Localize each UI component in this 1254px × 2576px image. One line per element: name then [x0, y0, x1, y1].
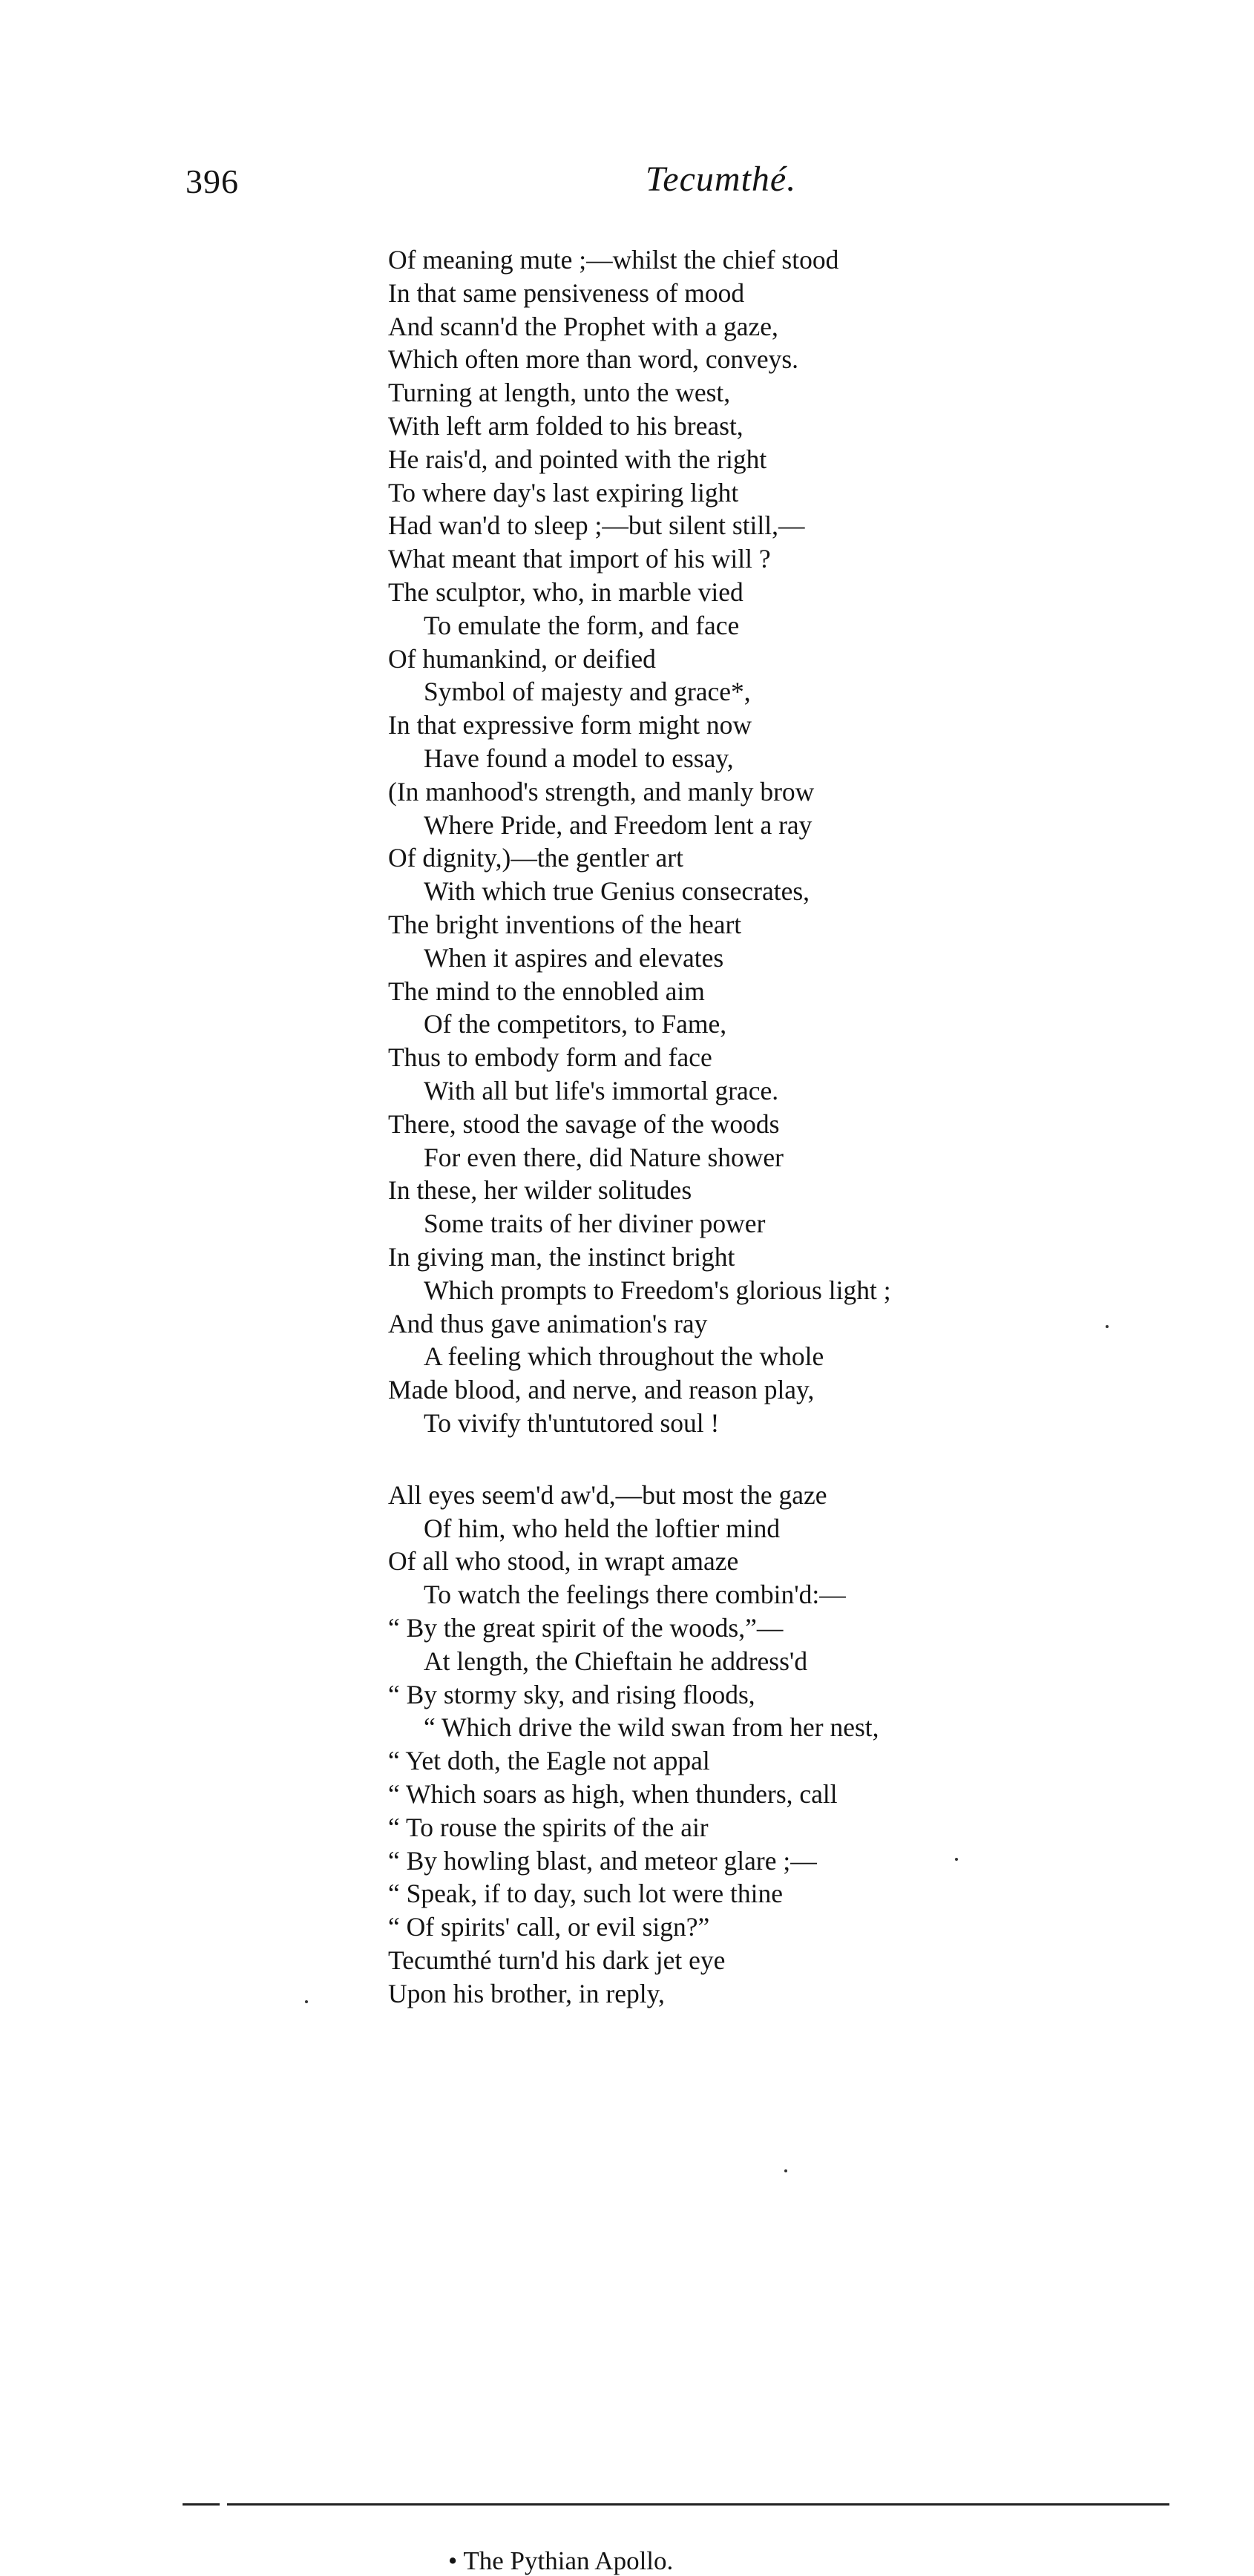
poem-line: At length, the Chieftain he address'd [424, 1646, 808, 1676]
poem-line: Of dignity,)—the gentler art [388, 843, 683, 873]
poem-line: To where day's last expiring light [388, 477, 739, 507]
poem-line: “ By stormy sky, and rising floods, [388, 1679, 755, 1709]
poem-line: Of the competitors, to Fame, [424, 1009, 727, 1039]
stray-mark [784, 2169, 787, 2172]
footnote: • The Pythian Apollo. [448, 2546, 674, 2575]
poem-line: “ To rouse the spirits of the air [388, 1812, 709, 1842]
poem-line: All eyes seem'd aw'd,—but most the gaze [388, 1479, 827, 1510]
page-number: 396 [186, 162, 239, 200]
poem-line: To emulate the form, and face [424, 610, 740, 640]
running-title: Tecumthé. [646, 160, 797, 199]
poem-line: Tecumthé turn'd his dark jet eye [388, 1945, 726, 1975]
poem-line: There, stood the savage of the woods [388, 1108, 780, 1139]
poem-line: Of him, who held the loftier mind [424, 1513, 781, 1543]
poem-line: He rais'd, and pointed with the right [388, 444, 767, 474]
poem-line: Symbol of majesty and grace*, [424, 677, 751, 707]
poem-line: When it aspires and elevates [424, 942, 724, 973]
poem-line: A feeling which throughout the whole [424, 1341, 824, 1372]
poem-line: Had wan'd to sleep ;—but silent still,— [388, 510, 805, 541]
poem-line: In that same pensiveness of mood [388, 277, 745, 308]
stray-mark [305, 2000, 308, 2003]
poem-line: And thus gave animation's ray [388, 1308, 708, 1338]
poem-line: Which often more than word, conveys. [388, 344, 799, 375]
poem-line: To vivify th'untutored soul ! [424, 1408, 720, 1438]
poem-line: Of meaning mute ;—whilst the chief stood [388, 245, 839, 275]
poem-line: “ Yet doth, the Eagle not appal [388, 1746, 710, 1776]
poem-line: “ By howling blast, and meteor glare ;— [388, 1845, 817, 1876]
poem-line: Upon his brother, in reply, [388, 1978, 665, 2008]
poem-line: Of all who stood, in wrapt amaze [388, 1546, 739, 1577]
poem-line: And scann'd the Prophet with a gaze, [388, 311, 778, 341]
poem-line: “ By the great spirit of the woods,”— [388, 1613, 784, 1643]
poem-line: With which true Genius consecrates, [424, 876, 810, 907]
poem-line: Where Pride, and Freedom lent a ray [424, 809, 813, 840]
poem-line: Some traits of her diviner power [424, 1209, 766, 1239]
poem-line: The bright inventions of the heart [388, 910, 742, 939]
poem-line: Which prompts to Freedom's glorious light ; [424, 1275, 891, 1305]
poem-line: With all but life's immortal grace. [424, 1076, 779, 1105]
poem-line: The mind to the ennobled aim [388, 976, 705, 1006]
poem-line: What meant that import of his will ? [388, 544, 771, 574]
poem-line: Turning at length, unto the west, [388, 378, 731, 408]
stray-mark [1106, 1325, 1109, 1328]
poem-line: (In manhood's strength, and manly brow [388, 776, 815, 806]
poem-line: Made blood, and nerve, and reason play, [388, 1375, 815, 1405]
poem-line: In that expressive form might now [388, 710, 752, 740]
poem-line: Thus to embody form and face [388, 1042, 712, 1073]
poem-line: The sculptor, who, in marble vied [388, 577, 743, 607]
poem-line: In these, her wilder solitudes [388, 1175, 692, 1206]
poem-line: To watch the feelings there combin'd:— [424, 1580, 846, 1610]
poem-line: “ Which soars as high, when thunders, call [388, 1779, 838, 1809]
poem-line: In giving man, the instinct bright [388, 1242, 735, 1272]
poem-line: “ Of spirits' call, or evil sign?” [388, 1912, 710, 1942]
poem-line: Of humankind, or deified [388, 643, 656, 674]
stray-mark [955, 1858, 958, 1861]
poem-line: Have found a model to essay, [424, 743, 734, 773]
poem-line: “ Which drive the wild swan from her nest, [424, 1712, 879, 1743]
poem-line: “ Speak, if to day, such lot were thine [388, 1879, 784, 1909]
poem-line: With left arm folded to his breast, [388, 411, 743, 441]
poem-line: For even there, did Nature shower [424, 1142, 784, 1172]
